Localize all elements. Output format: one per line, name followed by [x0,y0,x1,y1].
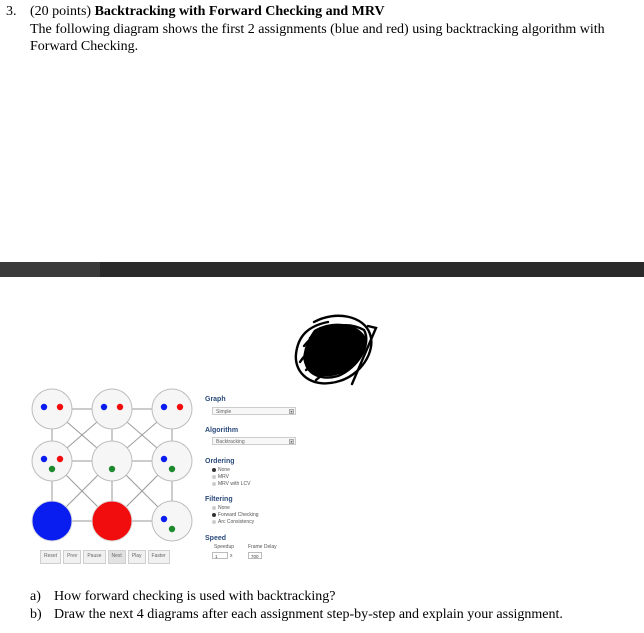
node-circle [152,441,192,481]
reset-button[interactable]: Reset [40,550,61,564]
radio-icon [212,475,216,479]
domain-value-green [169,466,175,472]
node-circle [32,441,72,481]
ordering-option-mrv-lcv[interactable]: MRV with LCV [212,481,250,487]
graph-node-n30 [32,501,72,541]
radio-icon [212,506,216,510]
pause-button[interactable]: Pause [83,550,105,564]
domain-value-red [57,456,63,462]
node-circle [152,389,192,429]
domain-value-green [169,526,175,532]
graph-node-n20 [32,441,72,481]
question-number: 3. [6,4,17,19]
question-b-label: b) [30,607,42,622]
speed-label: Speed [205,535,227,542]
question-b-text: Draw the next 4 diagrams after each assignment step-by-step and explain your assignment. [54,607,563,622]
node-circle [92,389,132,429]
graph-node-n32 [152,501,192,541]
filtering-option-forward-checking[interactable]: Forward Checking [212,512,259,518]
question-title: Backtracking with Forward Checking and MRV [94,4,385,19]
next-button[interactable]: Next [108,550,126,564]
graph-node-n01 [92,389,132,429]
domain-value-blue [161,516,167,522]
domain-value-blue [161,456,167,462]
domain-value-green [109,466,115,472]
chevron-down-icon: ▾ [290,439,293,444]
graph-node-n02 [152,389,192,429]
speedup-input[interactable]: 1 [212,552,228,559]
node-circle [32,389,72,429]
graph-node-n21 [92,441,132,481]
radio-selected-icon [212,468,216,472]
domain-value-red [117,404,123,410]
graph-label: Graph [205,396,226,403]
question-points: (20 points) [30,4,92,19]
frame-delay-input[interactable]: 700 [248,552,262,559]
dark-divider-segment [0,262,100,277]
node-circle [92,501,132,541]
question-a-label: a) [30,589,41,604]
question-a-text: How forward checking is used with backtracking? [54,589,336,604]
algorithm-select[interactable] [212,437,296,445]
domain-value-green [49,466,55,472]
graph-select-value: Simple [216,409,232,415]
algorithm-label: Algorithm [205,427,239,434]
chevron-down-icon: ▾ [290,409,293,414]
node-circle [92,441,132,481]
question-a [30,589,335,605]
radio-icon [212,520,216,524]
prev-button[interactable]: Prev [63,550,81,564]
domain-value-blue [41,404,47,410]
algorithm-select-value: Backtracking [216,439,245,445]
node-circle [32,501,72,541]
domain-value-blue [161,404,167,410]
question-title-line [30,4,385,20]
domain-value-red [57,404,63,410]
settings-panel [200,390,304,570]
frame-delay-label: Frame Delay [248,544,277,550]
ordering-option-none[interactable]: None [212,467,230,473]
graph-node-n22 [152,441,192,481]
speedup-unit: x [230,553,233,559]
domain-value-red [177,404,183,410]
graph-node-n00 [32,389,72,429]
playback-controls [40,550,170,564]
radio-selected-icon [212,513,216,517]
play-button[interactable]: Play [128,550,146,564]
filtering-option-arc-consistency[interactable]: Arc Consistency [212,519,254,525]
filtering-option-none[interactable]: None [212,505,230,511]
question-description: The following diagram shows the first 2 assignments (blue and red) using backtracking algorithm with Forward Checking. [30,22,605,54]
graph-select[interactable] [212,407,296,415]
speedup-label: Speedup [214,544,235,550]
radio-icon [212,482,216,486]
node-circle [152,501,192,541]
domain-value-blue [101,404,107,410]
ordering-option-mrv[interactable]: MRV [212,474,229,480]
question-b [30,607,563,623]
ordering-label: Ordering [205,458,235,465]
domain-value-blue [41,456,47,462]
scribble-mark-icon [284,310,380,392]
csp-graph [28,385,198,555]
graph-node-n31 [92,501,132,541]
faster-button[interactable]: Faster [148,550,170,564]
dark-divider-bar [0,262,644,277]
filtering-label: Filtering [205,496,233,503]
